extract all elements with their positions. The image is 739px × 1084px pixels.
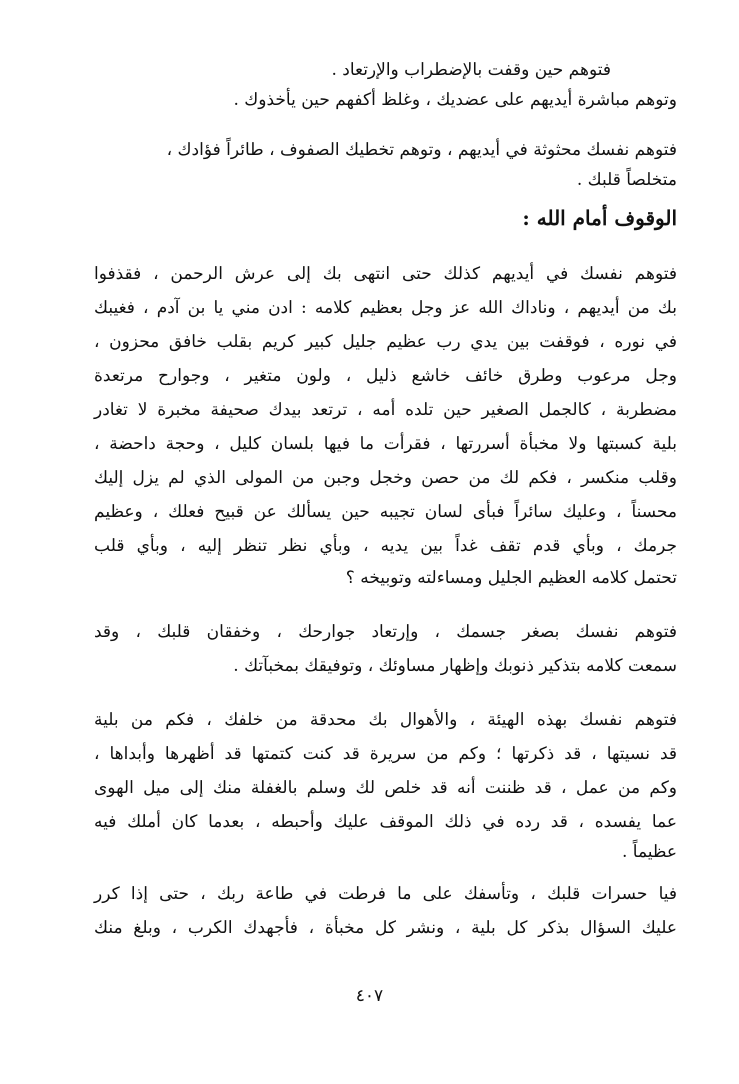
text-line: عظيماً . (621, 842, 677, 862)
text-line: قد نسيتها ، قد ذكرتها ؛ وكم من سريرة قد كنت كتمتها قد أظهرها وأبداها ، (94, 744, 677, 764)
text-line: عما يفسده ، قد رده في ذلك الموقف عليك وأحبطه ، بعدما كان أملك فيه (94, 812, 677, 832)
text-line: فتوهم نفسك بصغر جسمك ، وإرتعاد جوارحك ، وخفقان قلبك ، وقد (94, 622, 677, 642)
text-line: عليك السؤال بذكر كل بلية ، ونشر كل مخبأة ، فأجهدك الكرب ، وبلغ منك (94, 918, 677, 938)
text-line: بلية كسبتها ولا مخبأة أسررتها ، فقرأت ما فيها بلسان كليل ، وحجة داحضة ، (94, 434, 677, 454)
text-line: فتوهم نفسك في أيديهم كذلك حتى انتهى بك إلى عرش الرحمن ، فقذفوا (94, 264, 677, 284)
text-line: تحتمل كلامه العظيم الجليل ومساءلته وتوبيخه ؟ (345, 568, 677, 588)
text-line: وكم من عمل ، قد ظننت أنه قد خلص لك وسلم بالغفلة منك إلى ميل الهوى (94, 778, 677, 798)
text-line: سمعت كلامه بتذكير ذنوبك وإظهار مساوئك ، وتوفيقك بمخبآتك . (233, 656, 677, 676)
text-line: فتوهم نفسك محثوثة في أيديهم ، وتوهم تخطيك الصفوف ، طائراً فؤادك ، (166, 140, 677, 160)
text-line: وتوهم مباشرة أيديهم على عضديك ، وغلظ أكفهم حين يأخذوك . (233, 90, 677, 110)
text-line: مضطربة ، كالجمل الصغير حين تلده أمه ، ترتعد بيدك صحيفة مخبرة لا تغادر (94, 400, 677, 420)
text-line: فتوهم حين وقفت بالإضطراب والإرتعاد . (331, 60, 611, 80)
text-line: وجل مرعوب وطرق خائف خاشع ذليل ، ولون متغير ، وجوارح مرتعدة (94, 366, 677, 386)
text-line: فتوهم نفسك بهذه الهيئة ، والأهوال بك محدقة من خلفك ، فكم من بلية (94, 710, 677, 730)
text-line: في نوره ، فوقفت بين يدي رب عظيم جليل كبير كريم بقلب خافق محزون ، (94, 332, 677, 352)
text-line: بك من أيديهم ، وناداك الله عز وجل بعظيم كلامه : ادن مني يا بن آدم ، فغيبك (94, 298, 677, 318)
text-line: متخلصاً قلبك . (576, 170, 677, 190)
text-line: وقلب منكسر ، فكم لك من حصن وخجل وجبن من المولى الذي لم يزل إليك (94, 468, 677, 488)
text-line: فيا حسرات قلبك ، وتأسفك على ما فرطت في طاعة ربك ، حتى إذا كرر (94, 884, 677, 904)
page-number: ٤٠٧ (355, 986, 384, 1006)
text-line: جرمك ، وبأي قدم تقف غداً بين يديه ، وبأي نظر تنظر إليه ، وبأي قلب (94, 536, 677, 556)
section-heading: الوقوف أمام الله : (522, 206, 677, 230)
text-line: محسناً ، وعليك سائراً فبأى لسان تجيبه حين يسألك عن قبيح فعلك ، وعظيم (94, 502, 677, 522)
